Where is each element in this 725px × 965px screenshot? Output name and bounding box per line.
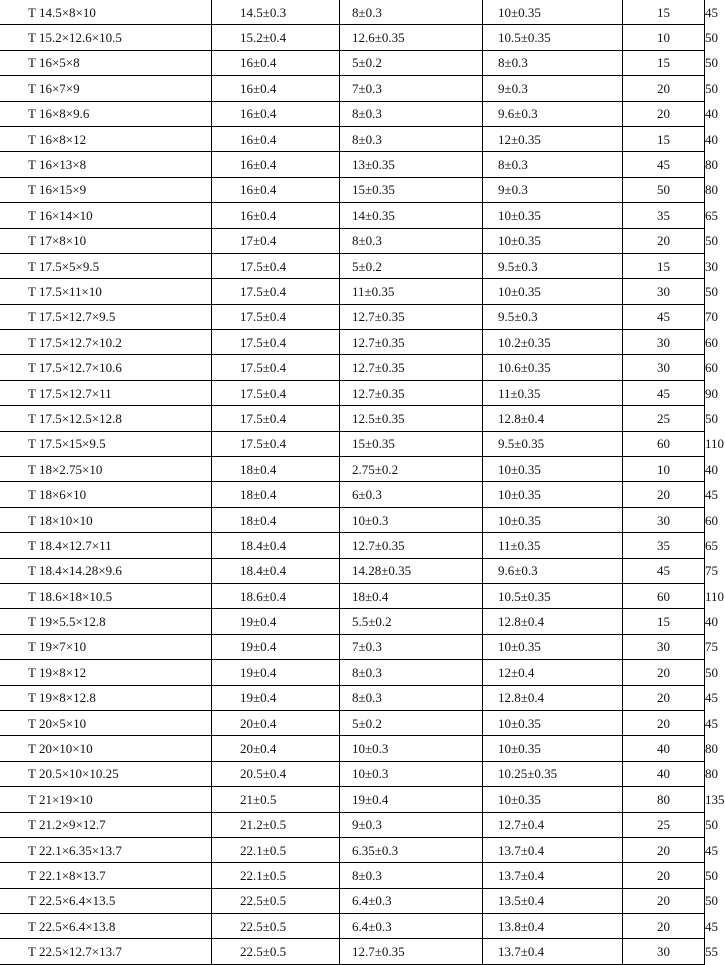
- value-1-cell: 80: [623, 787, 705, 812]
- dimension-b-cell: 12.5±0.35: [340, 406, 483, 431]
- part-number-cell: T 20×5×10: [0, 710, 212, 735]
- dimension-a-cell: 17.5±0.4: [212, 380, 340, 405]
- dimension-a-cell: 16±0.4: [212, 50, 340, 75]
- table-row: T 17.5×15×9.5 17.5±0.4 15±0.35 9.5±0.35 60 110: [0, 431, 705, 456]
- dimension-b-cell: 7±0.3: [340, 634, 483, 659]
- dimension-c-cell: 13.7±0.4: [483, 837, 623, 862]
- dimension-a-cell: 16±0.4: [212, 203, 340, 228]
- dimension-b-cell: 6.4±0.3: [340, 888, 483, 913]
- value-1-cell: 30: [623, 279, 705, 304]
- table-row: T 19×7×10 19±0.4 7±0.3 10±0.35 30 75: [0, 634, 705, 659]
- part-number-cell: T 21×19×10: [0, 787, 212, 812]
- dimension-b-cell: 6.4±0.3: [340, 914, 483, 939]
- dimension-a-cell: 17.5±0.4: [212, 406, 340, 431]
- dimension-c-cell: 8±0.3: [483, 152, 623, 177]
- table-row: T 19×8×12.8 19±0.4 8±0.3 12.8±0.4 20 45: [0, 685, 705, 710]
- value-1-cell: 20: [623, 863, 705, 888]
- dimension-a-cell: 16±0.4: [212, 126, 340, 151]
- dimension-c-cell: 10±0.35: [483, 482, 623, 507]
- dimension-a-cell: 20±0.4: [212, 736, 340, 761]
- dimension-b-cell: 10±0.3: [340, 761, 483, 786]
- value-1-cell: 15: [623, 50, 705, 75]
- dimension-b-cell: 9±0.3: [340, 812, 483, 837]
- dimension-b-cell: 8±0.3: [340, 863, 483, 888]
- dimension-c-cell: 9±0.3: [483, 76, 623, 101]
- dimension-b-cell: 6.35±0.3: [340, 837, 483, 862]
- value-1-cell: 60: [623, 583, 705, 608]
- dimension-c-cell: 13.8±0.4: [483, 914, 623, 939]
- table-row: T 16×7×9 16±0.4 7±0.3 9±0.3 20 50: [0, 76, 705, 101]
- table-row: T 20×10×10 20±0.4 10±0.3 10±0.35 40 80: [0, 736, 705, 761]
- value-1-cell: 45: [623, 152, 705, 177]
- dimension-a-cell: 16±0.4: [212, 152, 340, 177]
- dimension-b-cell: 12.7±0.35: [340, 355, 483, 380]
- value-1-cell: 20: [623, 914, 705, 939]
- value-1-cell: 15: [623, 0, 705, 25]
- dimension-c-cell: 9.6±0.3: [483, 101, 623, 126]
- dimension-c-cell: 9.5±0.35: [483, 431, 623, 456]
- dimension-a-cell: 18.4±0.4: [212, 533, 340, 558]
- dimension-c-cell: 9±0.3: [483, 177, 623, 202]
- dimension-c-cell: 10.5±0.35: [483, 25, 623, 50]
- dimension-c-cell: 12±0.4: [483, 660, 623, 685]
- table-row: T 22.1×6.35×13.7 22.1±0.5 6.35±0.3 13.7±0.4 20 45: [0, 837, 705, 862]
- dimension-a-cell: 19±0.4: [212, 634, 340, 659]
- part-number-cell: T 18×6×10: [0, 482, 212, 507]
- dimension-a-cell: 16±0.4: [212, 177, 340, 202]
- part-number-cell: T 22.1×6.35×13.7: [0, 837, 212, 862]
- dimension-a-cell: 22.5±0.5: [212, 888, 340, 913]
- table-row: T 18.6×18×10.5 18.6±0.4 18±0.4 10.5±0.35 60 110: [0, 583, 705, 608]
- table-row: T 17.5×12.5×12.8 17.5±0.4 12.5±0.35 12.8±0.4 25 50: [0, 406, 705, 431]
- dimension-b-cell: 14±0.35: [340, 203, 483, 228]
- table-row: T 22.1×8×13.7 22.1±0.5 8±0.3 13.7±0.4 20 50: [0, 863, 705, 888]
- table-row: T 20.5×10×10.25 20.5±0.4 10±0.3 10.25±0.35 40 80: [0, 761, 705, 786]
- dimension-c-cell: 10.6±0.35: [483, 355, 623, 380]
- part-number-cell: T 17.5×12.7×10.2: [0, 330, 212, 355]
- table-row: T 16×15×9 16±0.4 15±0.35 9±0.3 50 80: [0, 177, 705, 202]
- part-number-cell: T 18.4×12.7×11: [0, 533, 212, 558]
- value-1-cell: 15: [623, 609, 705, 634]
- dimension-b-cell: 13±0.35: [340, 152, 483, 177]
- dimension-b-cell: 10±0.3: [340, 736, 483, 761]
- table-row: T 21.2×9×12.7 21.2±0.5 9±0.3 12.7±0.4 25 50: [0, 812, 705, 837]
- table-row: T 16×5×8 16±0.4 5±0.2 8±0.3 15 50: [0, 50, 705, 75]
- table-row: T 17.5×11×10 17.5±0.4 11±0.35 10±0.35 30 50: [0, 279, 705, 304]
- value-1-cell: 40: [623, 761, 705, 786]
- dimension-b-cell: 19±0.4: [340, 787, 483, 812]
- table-row: T 17.5×12.7×10.2 17.5±0.4 12.7±0.35 10.2±0.35 30 60: [0, 330, 705, 355]
- table-row: T 16×8×9.6 16±0.4 8±0.3 9.6±0.3 20 40: [0, 101, 705, 126]
- table-row: T 16×13×8 16±0.4 13±0.35 8±0.3 45 80: [0, 152, 705, 177]
- value-1-cell: 30: [623, 939, 705, 964]
- table-row: T 18×10×10 18±0.4 10±0.3 10±0.35 30 60: [0, 507, 705, 532]
- value-1-cell: 50: [623, 177, 705, 202]
- dimension-b-cell: 12.7±0.35: [340, 533, 483, 558]
- part-number-cell: T 18.4×14.28×9.6: [0, 558, 212, 583]
- dimension-c-cell: 12.8±0.4: [483, 609, 623, 634]
- dimension-a-cell: 20.5±0.4: [212, 761, 340, 786]
- dimension-b-cell: 14.28±0.35: [340, 558, 483, 583]
- value-1-cell: 10: [623, 457, 705, 482]
- table-row: T 21×19×10 21±0.5 19±0.4 10±0.35 80 135: [0, 787, 705, 812]
- dimension-b-cell: 5.5±0.2: [340, 609, 483, 634]
- part-number-cell: T 22.5×6.4×13.5: [0, 888, 212, 913]
- dimension-c-cell: 10±0.35: [483, 457, 623, 482]
- dimension-b-cell: 8±0.3: [340, 685, 483, 710]
- dimension-a-cell: 17.5±0.4: [212, 304, 340, 329]
- dimension-a-cell: 19±0.4: [212, 660, 340, 685]
- part-number-cell: T 17.5×11×10: [0, 279, 212, 304]
- value-1-cell: 25: [623, 812, 705, 837]
- dimension-c-cell: 10±0.35: [483, 279, 623, 304]
- dimension-b-cell: 6±0.3: [340, 482, 483, 507]
- dimension-a-cell: 17.5±0.4: [212, 279, 340, 304]
- part-number-cell: T 16×7×9: [0, 76, 212, 101]
- dimension-a-cell: 18±0.4: [212, 482, 340, 507]
- value-1-cell: 45: [623, 380, 705, 405]
- part-number-cell: T 19×8×12: [0, 660, 212, 685]
- table-row: T 18×2.75×10 18±0.4 2.75±0.2 10±0.35 10 40: [0, 457, 705, 482]
- dimension-c-cell: 10±0.35: [483, 710, 623, 735]
- dimension-c-cell: 13.7±0.4: [483, 939, 623, 964]
- part-number-cell: T 17.5×12.5×12.8: [0, 406, 212, 431]
- table-row: T 17.5×12.7×9.5 17.5±0.4 12.7±0.35 9.5±0.3 45 70: [0, 304, 705, 329]
- dimension-c-cell: 12.8±0.4: [483, 685, 623, 710]
- part-number-cell: T 18.6×18×10.5: [0, 583, 212, 608]
- table-row: T 18.4×12.7×11 18.4±0.4 12.7±0.35 11±0.35 35 65: [0, 533, 705, 558]
- dimension-b-cell: 8±0.3: [340, 101, 483, 126]
- part-number-cell: T 20×10×10: [0, 736, 212, 761]
- dimension-c-cell: 11±0.35: [483, 533, 623, 558]
- dimension-a-cell: 21.2±0.5: [212, 812, 340, 837]
- value-1-cell: 45: [623, 304, 705, 329]
- part-number-cell: T 15.2×12.6×10.5: [0, 25, 212, 50]
- value-1-cell: 35: [623, 203, 705, 228]
- dimension-b-cell: 5±0.2: [340, 253, 483, 278]
- value-1-cell: 20: [623, 482, 705, 507]
- table-row: T 16×8×12 16±0.4 8±0.3 12±0.35 15 40: [0, 126, 705, 151]
- part-number-cell: T 19×8×12.8: [0, 685, 212, 710]
- part-number-cell: T 21.2×9×12.7: [0, 812, 212, 837]
- value-1-cell: 60: [623, 431, 705, 456]
- dimension-c-cell: 10±0.35: [483, 203, 623, 228]
- value-1-cell: 30: [623, 355, 705, 380]
- part-number-cell: T 16×15×9: [0, 177, 212, 202]
- part-number-cell: T 22.5×6.4×13.8: [0, 914, 212, 939]
- value-1-cell: 20: [623, 710, 705, 735]
- dimension-b-cell: 12.7±0.35: [340, 304, 483, 329]
- table-row: T 17.5×12.7×11 17.5±0.4 12.7±0.35 11±0.35 45 90: [0, 380, 705, 405]
- dimension-a-cell: 17.5±0.4: [212, 253, 340, 278]
- value-1-cell: 20: [623, 101, 705, 126]
- dimension-c-cell: 11±0.35: [483, 380, 623, 405]
- part-number-cell: T 16×8×12: [0, 126, 212, 151]
- table-row: T 22.5×6.4×13.5 22.5±0.5 6.4±0.3 13.5±0.4 20 50: [0, 888, 705, 913]
- dimension-a-cell: 16±0.4: [212, 76, 340, 101]
- dimension-c-cell: 10.5±0.35: [483, 583, 623, 608]
- dimension-b-cell: 15±0.35: [340, 431, 483, 456]
- value-1-cell: 30: [623, 330, 705, 355]
- dimension-a-cell: 19±0.4: [212, 609, 340, 634]
- dimension-a-cell: 21±0.5: [212, 787, 340, 812]
- dimension-c-cell: 10±0.35: [483, 0, 623, 25]
- dimension-c-cell: 12.7±0.4: [483, 812, 623, 837]
- dimension-a-cell: 17.5±0.4: [212, 330, 340, 355]
- dimension-a-cell: 14.5±0.3: [212, 0, 340, 25]
- dimension-c-cell: 13.7±0.4: [483, 863, 623, 888]
- table-row: T 17.5×5×9.5 17.5±0.4 5±0.2 9.5±0.3 15 30: [0, 253, 705, 278]
- dimension-a-cell: 17±0.4: [212, 228, 340, 253]
- table-row: T 19×8×12 19±0.4 8±0.3 12±0.4 20 50: [0, 660, 705, 685]
- part-number-cell: T 16×5×8: [0, 50, 212, 75]
- dimension-a-cell: 15.2±0.4: [212, 25, 340, 50]
- value-1-cell: 20: [623, 76, 705, 101]
- value-1-cell: 20: [623, 888, 705, 913]
- dimension-b-cell: 12.7±0.35: [340, 380, 483, 405]
- dimension-c-cell: 9.5±0.3: [483, 304, 623, 329]
- value-1-cell: 15: [623, 253, 705, 278]
- part-number-cell: T 17.5×12.7×10.6: [0, 355, 212, 380]
- value-1-cell: 20: [623, 685, 705, 710]
- table-row: T 16×14×10 16±0.4 14±0.35 10±0.35 35 65: [0, 203, 705, 228]
- dimension-a-cell: 22.5±0.5: [212, 914, 340, 939]
- dimension-c-cell: 10±0.35: [483, 736, 623, 761]
- dimension-c-cell: 10.25±0.35: [483, 761, 623, 786]
- table-row: T 22.5×6.4×13.8 22.5±0.5 6.4±0.3 13.8±0.4 20 45: [0, 914, 705, 939]
- part-number-cell: T 17.5×12.7×9.5: [0, 304, 212, 329]
- dimension-b-cell: 7±0.3: [340, 76, 483, 101]
- part-number-cell: T 16×14×10: [0, 203, 212, 228]
- dimension-a-cell: 18±0.4: [212, 507, 340, 532]
- dimension-a-cell: 18.6±0.4: [212, 583, 340, 608]
- value-1-cell: 45: [623, 558, 705, 583]
- dimension-b-cell: 10±0.3: [340, 507, 483, 532]
- table-row: T 17.5×12.7×10.6 17.5±0.4 12.7±0.35 10.6±0.35 30 60: [0, 355, 705, 380]
- value-1-cell: 40: [623, 736, 705, 761]
- dimension-b-cell: 12.6±0.35: [340, 25, 483, 50]
- dimension-a-cell: 16±0.4: [212, 101, 340, 126]
- dimension-c-cell: 10±0.35: [483, 634, 623, 659]
- part-number-cell: T 16×13×8: [0, 152, 212, 177]
- dimension-a-cell: 20±0.4: [212, 710, 340, 735]
- table-row: T 18.4×14.28×9.6 18.4±0.4 14.28±0.35 9.6±0.3 45 75: [0, 558, 705, 583]
- part-number-cell: T 17.5×12.7×11: [0, 380, 212, 405]
- dimension-a-cell: 22.1±0.5: [212, 863, 340, 888]
- value-1-cell: 15: [623, 126, 705, 151]
- dimension-c-cell: 12.8±0.4: [483, 406, 623, 431]
- value-1-cell: 20: [623, 228, 705, 253]
- part-number-cell: T 22.5×12.7×13.7: [0, 939, 212, 964]
- dimension-c-cell: 8±0.3: [483, 50, 623, 75]
- part-number-cell: T 16×8×9.6: [0, 101, 212, 126]
- part-number-cell: T 18×10×10: [0, 507, 212, 532]
- dimension-c-cell: 9.6±0.3: [483, 558, 623, 583]
- dimension-a-cell: 22.5±0.5: [212, 939, 340, 964]
- dimension-a-cell: 18±0.4: [212, 457, 340, 482]
- dimension-a-cell: 18.4±0.4: [212, 558, 340, 583]
- dimension-b-cell: 2.75±0.2: [340, 457, 483, 482]
- dimension-a-cell: 17.5±0.4: [212, 355, 340, 380]
- value-1-cell: 35: [623, 533, 705, 558]
- dimension-a-cell: 22.1±0.5: [212, 837, 340, 862]
- part-number-cell: T 19×5.5×12.8: [0, 609, 212, 634]
- dimension-c-cell: 10±0.35: [483, 507, 623, 532]
- dimension-c-cell: 10.2±0.35: [483, 330, 623, 355]
- table-row: T 22.5×12.7×13.7 22.5±0.5 12.7±0.35 13.7±0.4 30 55: [0, 939, 705, 964]
- dimension-b-cell: 12.7±0.35: [340, 939, 483, 964]
- dimension-b-cell: 11±0.35: [340, 279, 483, 304]
- value-1-cell: 30: [623, 634, 705, 659]
- table-row: T 15.2×12.6×10.5 15.2±0.4 12.6±0.35 10.5±0.35 10 50: [0, 25, 705, 50]
- table-row: T 20×5×10 20±0.4 5±0.2 10±0.35 20 45: [0, 710, 705, 735]
- dimension-c-cell: 12±0.35: [483, 126, 623, 151]
- part-number-cell: T 19×7×10: [0, 634, 212, 659]
- dimension-c-cell: 10±0.35: [483, 787, 623, 812]
- table-row: T 19×5.5×12.8 19±0.4 5.5±0.2 12.8±0.4 15 40: [0, 609, 705, 634]
- value-1-cell: 30: [623, 507, 705, 532]
- dimension-c-cell: 10±0.35: [483, 228, 623, 253]
- table-row: T 17×8×10 17±0.4 8±0.3 10±0.35 20 50: [0, 228, 705, 253]
- part-number-cell: T 22.1×8×13.7: [0, 863, 212, 888]
- dimension-b-cell: 8±0.3: [340, 228, 483, 253]
- dimension-c-cell: 13.5±0.4: [483, 888, 623, 913]
- dimension-a-cell: 17.5±0.4: [212, 431, 340, 456]
- value-1-cell: 10: [623, 25, 705, 50]
- table-row: T 14.5×8×10 14.5±0.3 8±0.3 10±0.35 15 45: [0, 0, 705, 25]
- dimension-b-cell: 15±0.35: [340, 177, 483, 202]
- part-number-cell: T 17.5×5×9.5: [0, 253, 212, 278]
- dimension-b-cell: 5±0.2: [340, 710, 483, 735]
- value-1-cell: 20: [623, 660, 705, 685]
- dimension-b-cell: 8±0.3: [340, 0, 483, 25]
- dimension-a-cell: 19±0.4: [212, 685, 340, 710]
- value-1-cell: 20: [623, 837, 705, 862]
- dimension-b-cell: 8±0.3: [340, 660, 483, 685]
- dimension-b-cell: 18±0.4: [340, 583, 483, 608]
- dimension-b-cell: 12.7±0.35: [340, 330, 483, 355]
- part-number-cell: T 20.5×10×10.25: [0, 761, 212, 786]
- dimension-b-cell: 5±0.2: [340, 50, 483, 75]
- part-number-cell: T 18×2.75×10: [0, 457, 212, 482]
- part-number-cell: T 17.5×15×9.5: [0, 431, 212, 456]
- dimension-b-cell: 8±0.3: [340, 126, 483, 151]
- table-row: T 18×6×10 18±0.4 6±0.3 10±0.35 20 45: [0, 482, 705, 507]
- part-number-cell: T 17×8×10: [0, 228, 212, 253]
- dimension-c-cell: 9.5±0.3: [483, 253, 623, 278]
- value-1-cell: 25: [623, 406, 705, 431]
- part-number-cell: T 14.5×8×10: [0, 0, 212, 25]
